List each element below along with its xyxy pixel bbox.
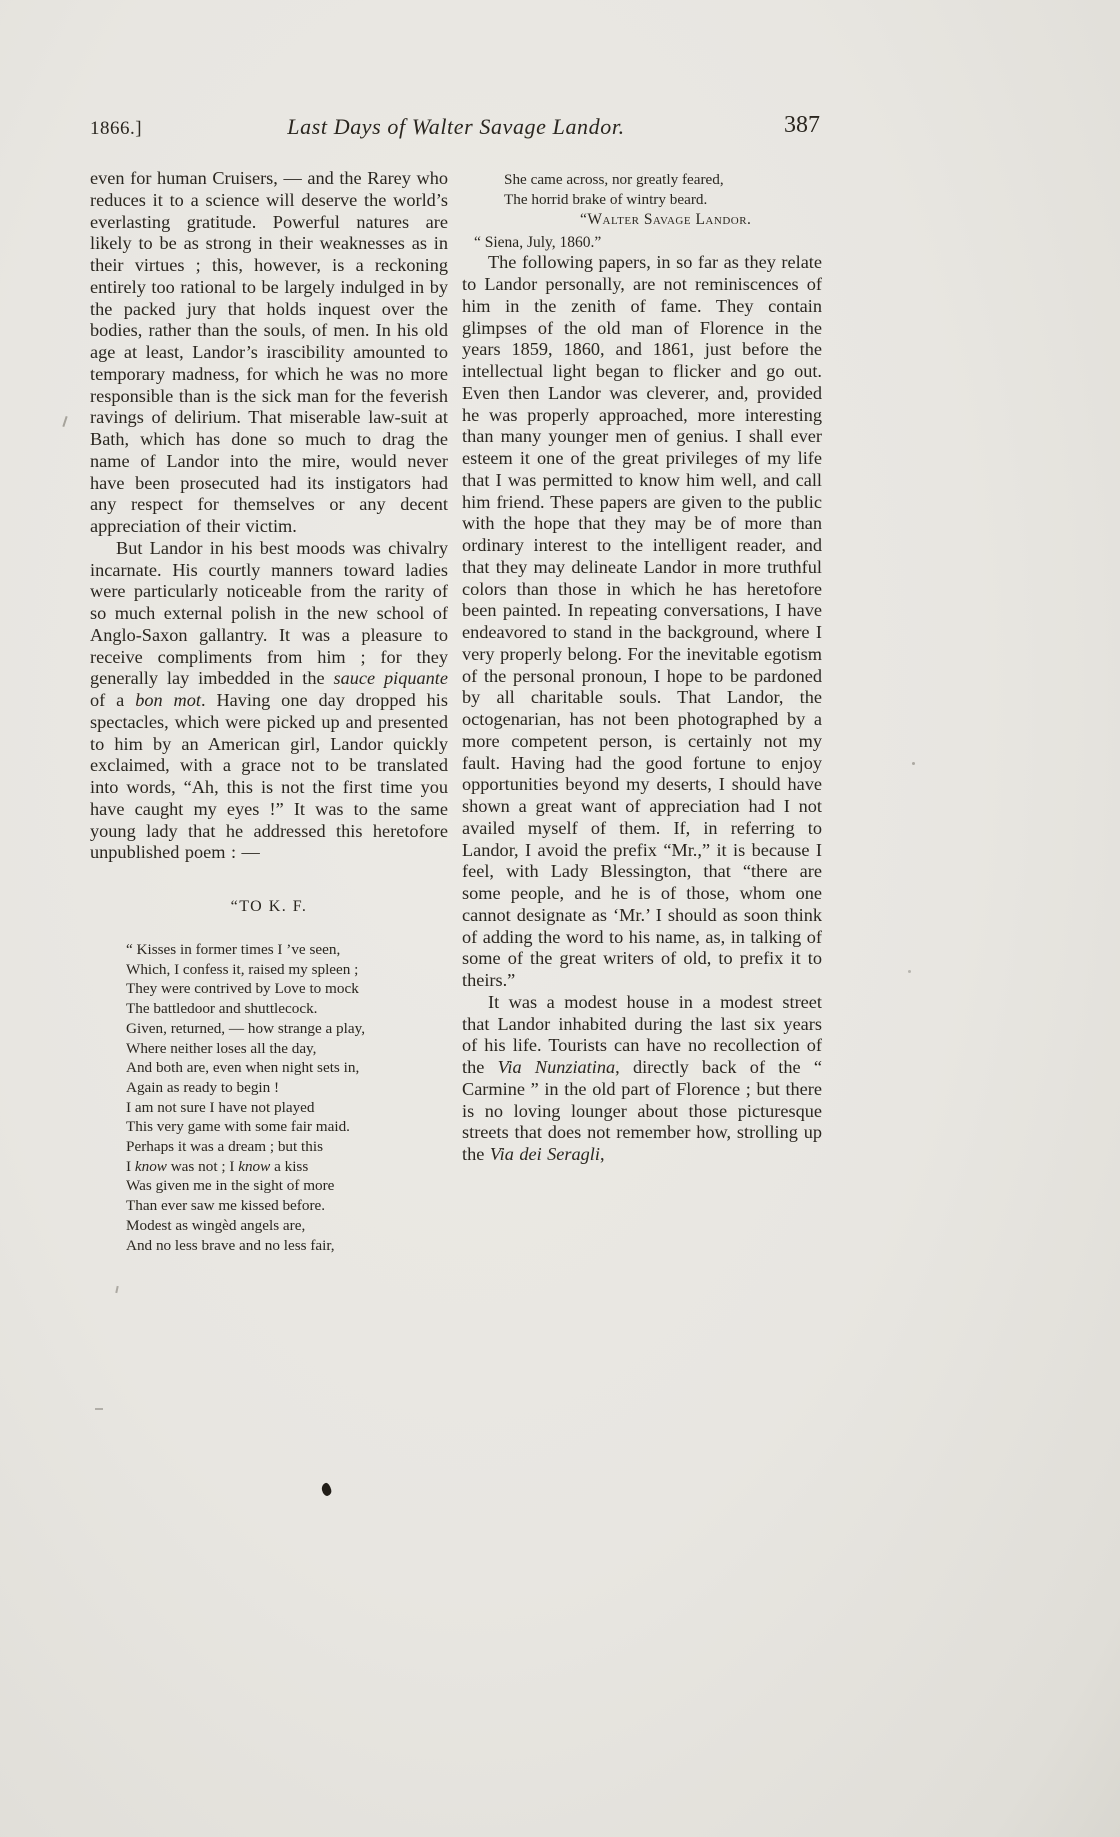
left-column: [90, 168, 448, 1255]
poem-dateline: “ Siena, July, 1860.”: [474, 234, 602, 252]
poem-line: Again as ready to begin !: [126, 1078, 280, 1096]
scan-speck: [95, 1408, 103, 1410]
poem-line: They were contrived by Love to mock: [126, 980, 359, 998]
poem-line: And no less brave and no less fair,: [126, 1236, 335, 1254]
poem-line: Given, returned, — how strange a play,: [126, 1019, 365, 1037]
paragraph: The following papers, in so far as they relate to Landor personally, are not reminiscences of him in the zenith of fame. They contain glimpses of the old man of Florence in the years 1859, 1860, and 1861, just before the intellectual light began to flicker and go out. Even then Landor was cleverer, and, provided he was properly approached, more interesting than many younger men of genius. I shall ever esteem it one of the great privileges of my life that I was permitted to know him well, and call him friend. These papers are given to the public with the hope that they may be of more than ordinary interest to the intelligent reader, and that they may delineate Landor in more truthful colors than those in which he has heretofore been painted. In repeating conversations, I have endeavored to stand in the background, where I very properly belong. For the inevitable egotism of the personal pronoun, I hope to be pardoned by all charitable souls. That Landor, the octogenarian, has not been photographed by a more competent person, is certainly not my fault. Having had the good fortune to enjoy opportunities beyond my deserts, I should have shown a great want of appreciation had I not availed myself of them. If, in referring to Landor, I avoid the prefix “Mr.,” it is because I feel, with Lady Blessington, that “there are some people, and he is of those, whom one cannot designate as ‘Mr.’ I should as soon think of adding the word to his name, as, in talking of some of the great writers of old, to prefix it to theirs.”: [462, 252, 822, 991]
poem-continuation: [504, 170, 822, 209]
poem-line: Which, I confess it, raised my spleen ;: [126, 960, 359, 978]
poem-line: “ Kisses in former times I ’ve seen,: [126, 941, 341, 958]
poem-line: Where neither loses all the day,: [126, 1039, 317, 1057]
header-page-number: 387: [784, 112, 820, 138]
poem-line: I am not sure I have not played: [126, 1098, 315, 1116]
running-header: [90, 112, 822, 144]
header-title: Last Days of Walter Savage Landor.: [287, 114, 625, 139]
poem-line: And both are, even when night sets in,: [126, 1059, 360, 1077]
poem-line: This very game with some fair maid.: [126, 1118, 350, 1136]
two-column-text: [90, 168, 822, 1255]
poem-line: She came across, nor greatly feared,: [504, 171, 724, 188]
poem-line: I know was not ; I know a kiss: [126, 1157, 309, 1175]
paragraph-continuation: even for human Cruisers, — and the Rarey who reduces it to a science will deserve the world’s everlasting gratitude. Powerful natures are likely to be as strong in their weaknesses as in their virtues ; this, however, is a reckoning entirely too rational to be largely indulged in by the packed jury that holds inquest over the bodies, rather than the souls, of men. In his old age at least, Landor’s irascibility amounted to temporary madness, for which he was no more responsible than is the sick man for the feverish ravings of delirium. That miserable law-suit at Bath, which has done so much to drag the name of Landor into the mire, would never have been prosecuted had its instigators had any respect for themselves or any decent appreciation of their victim.: [90, 168, 448, 536]
poem-line: The horrid brake of wintry beard.: [504, 190, 708, 208]
scan-speck: [908, 970, 911, 973]
poem-line: Than ever saw me kissed before.: [126, 1197, 326, 1215]
right-column: [462, 168, 822, 1255]
poem-line: Modest as wingèd angels are,: [126, 1216, 306, 1234]
scan-speck: [115, 1286, 118, 1293]
ink-blot-mark: [321, 1482, 333, 1497]
poem-line: Perhaps it was a dream ; but this: [126, 1138, 323, 1156]
poem-line: Was given me in the sight of more: [126, 1177, 335, 1195]
header-year: 1866.]: [90, 118, 143, 139]
page-content: [90, 112, 822, 1255]
poem-line: The battledoor and shuttlecock.: [126, 1000, 318, 1018]
paragraph: But Landor in his best moods was chivalry incarnate. His courtly manners toward ladies were particularly noticeable from the rarity of so much external polish in the new school of Anglo-Saxon gallantry. It was a pleasure to receive compliments from him ; for they generally lay imbedded in the sauce piquante of a bon mot. Having one day dropped his spectacles, which were picked up and presented to him by an American girl, Landor quickly exclaimed, with a grace not to be translated into words, “Ah, this is not the first time you have caught my eyes !” It was to the same young lady that he addressed this heretofore unpublished poem : —: [90, 537, 448, 863]
scan-speck: [62, 416, 67, 427]
poem-title: “TO K. F.: [230, 898, 308, 915]
scan-speck: [912, 762, 915, 765]
poem-signature: “Walter Savage Landor.: [580, 211, 752, 229]
poem-block: [126, 940, 448, 1255]
paragraph: It was a modest house in a modest street that Landor inhabited during the last six years of his life. Tourists can have no recollection of the Via Nunziatina, directly back of the “ Carmine ” in the old part of Florence ; but there is no loving lounger about those picturesque streets that does not remember how, strolling up the Via dei Seragli,: [462, 991, 822, 1165]
